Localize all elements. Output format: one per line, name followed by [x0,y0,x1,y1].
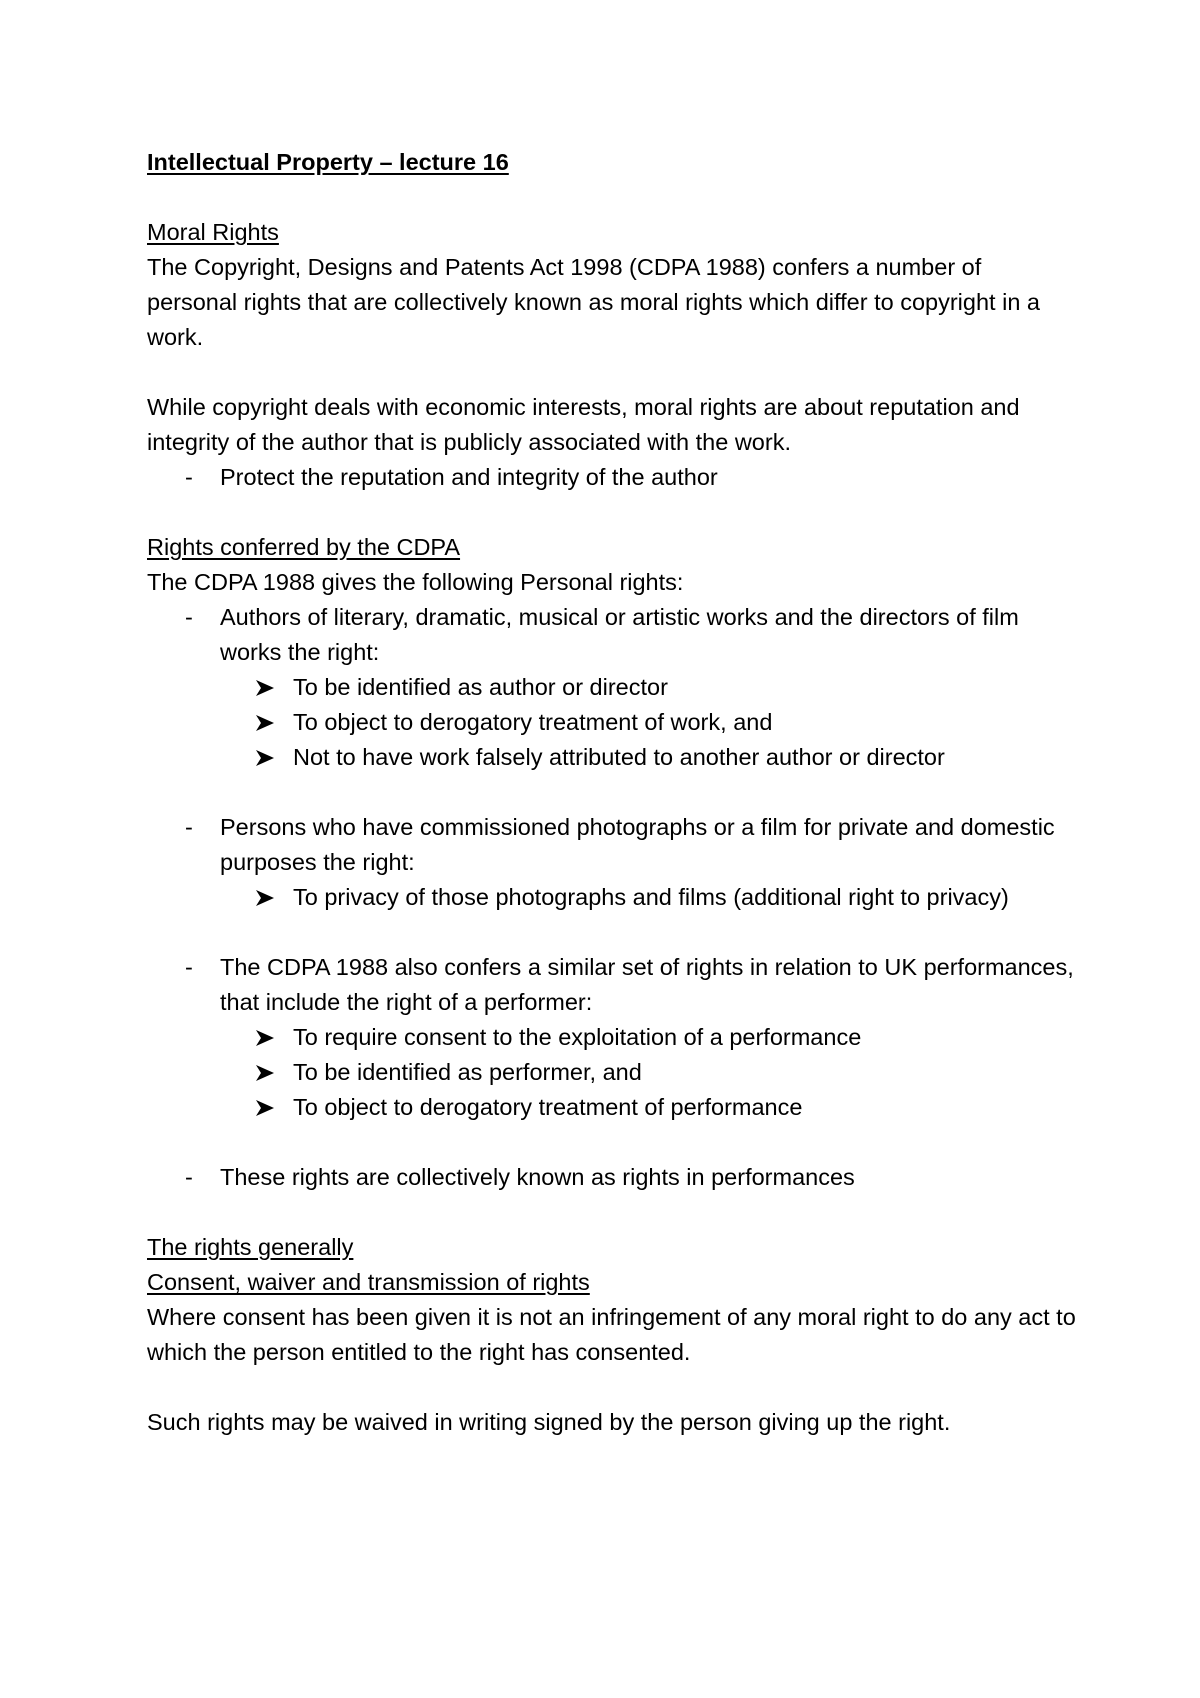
list-item-text: Authors of literary, dramatic, musical or artistic works and the directors of film works the right: [220,604,1019,665]
paragraph-waiver: Such rights may be waived in writing signed by the person giving up the right. [147,1409,951,1435]
list-item-text: Protect the reputation and integrity of the author [220,464,718,490]
section-heading-rights-generally: The rights generally [147,1234,354,1260]
spacer [147,775,1077,810]
spacer [147,1195,1077,1230]
list-item-dash [147,600,1077,670]
arrow-bullet-icon [255,679,275,697]
list-item-arrow [147,670,1077,705]
section-heading-moral-rights: Moral Rights [147,219,279,245]
spacer [147,915,1077,950]
list-item-arrow [147,1020,1077,1055]
arrow-bullet-icon [255,714,275,732]
spacer [147,180,1077,215]
paragraph-moral-rights-intro: The Copyright, Designs and Patents Act 1998 (CDPA 1988) confers a number of personal rights that are collectively known as moral rights which differ to copyright in a work. [147,254,1040,350]
dash-bullet: - [185,604,193,630]
list-item-arrow [147,740,1077,775]
list-item-arrow [147,705,1077,740]
arrow-bullet-icon [255,1099,275,1117]
spacer [147,355,1077,390]
dash-bullet: - [185,464,193,490]
document-body [147,145,1077,1440]
arrow-bullet-icon [255,1029,275,1047]
paragraph-moral-rights-purpose: While copyright deals with economic interests, moral rights are about reputation and integrity of the author that is publicly associated with the work. [147,394,1020,455]
list-item-dash [147,460,1077,495]
list-item-text: Persons who have commissioned photographs or a film for private and domestic purposes the right: [220,814,1055,875]
list-item-text: These rights are collectively known as rights in performances [220,1164,855,1190]
paragraph-rights-conferred-intro: The CDPA 1988 gives the following Personal rights: [147,569,684,595]
section-heading-rights-conferred: Rights conferred by the CDPA [147,534,461,560]
list-item-text: To be identified as author or director [293,674,668,700]
paragraph-consent: Where consent has been given it is not an infringement of any moral right to do any act to which the person entitled to the right has consented. [147,1304,1076,1365]
list-item-dash [147,810,1077,880]
list-item-dash [147,950,1077,1020]
arrow-bullet-icon [255,1064,275,1082]
dash-bullet: - [185,954,193,980]
spacer [147,495,1077,530]
list-item-text: To be identified as performer, and [293,1059,642,1085]
document-title: Intellectual Property – lecture 16 [147,149,509,175]
list-item-arrow [147,1055,1077,1090]
dash-bullet: - [185,1164,193,1190]
list-item-text: To object to derogatory treatment of work, and [293,709,773,735]
list-item-text: To privacy of those photographs and films (additional right to privacy) [293,884,1009,910]
list-item-text: To object to derogatory treatment of performance [293,1094,803,1120]
subheading-consent-waiver: Consent, waiver and transmission of rights [147,1269,590,1295]
list-item-dash [147,1160,1077,1195]
list-item-text: Not to have work falsely attributed to another author or director [293,744,945,770]
arrow-bullet-icon [255,889,275,907]
list-item-arrow [147,880,1077,915]
list-item-arrow [147,1090,1077,1125]
list-item-text: The CDPA 1988 also confers a similar set of rights in relation to UK performances, that include the right of a performer: [220,954,1074,1015]
arrow-bullet-icon [255,749,275,767]
dash-bullet: - [185,814,193,840]
spacer [147,1370,1077,1405]
spacer [147,1125,1077,1160]
list-item-text: To require consent to the exploitation of a performance [293,1024,862,1050]
